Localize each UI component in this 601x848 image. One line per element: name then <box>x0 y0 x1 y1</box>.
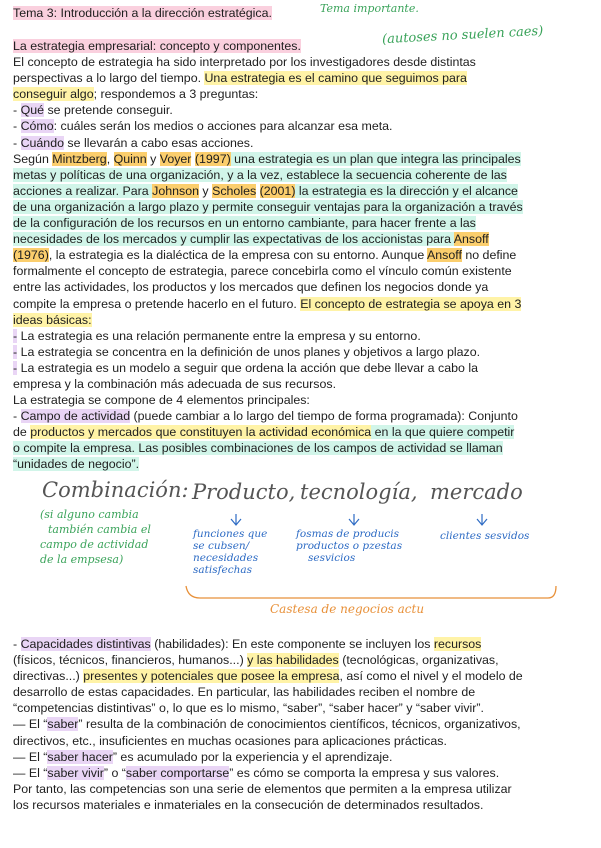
text-line: Por tanto, las competencias son una serie de elementos que permiten a la empresa utilizar <box>13 781 512 796</box>
body-block-1: La estrategia empresarial: concepto y componentes. El concepto de estrategia ha sido interpretado por los investigadores desde distintas perspectivas a lo largo del tiempo. Una estrategia es el camino que seguimos para conseguir algo; respondemos a 3 preguntas: - Qué se pretende conseguir. - Cómo: cuáles serán los medios o acciones para alcanzar esa meta. - Cuándo se llevarán a cabo esas acciones. Según Mintzberg, Quinn y Voyer (1997) una estrategia es un plan que integra las principales metas y políticas de una organización, y a la vez, establece la secuencia coherente de las acciones a realizar. Para Johnson y Scholes (2001) la estrategia es la dirección y el alcance de una organización a largo plazo y permite conseguir ventajas para la organización a través de la configuración de los recursos en un entorno cambiante, para hacer frente a las necesidades de los mercados y cumplir las expectativas de los accionistas para Ansoff (1976), la estrategia es la dialéctica de la empresa con su entorno. Aunque Ansoff no define formalmente el concepto de estrategia, parece concebirla como el vínculo común existente entre las actividades, los productos y los mercados que definen los negocios donde ya compite la empresa o pretende hacerlo en el futuro. El concepto de estrategia se apoya en 3 ideas básicas: - La estrategia es una relación permanente entre la empresa y su entorno. - La estrategia se concentra en la definición de unos planes y objetivos a largo plazo. - La estrategia es un modelo a seguir que ordena la acción que debe llevar a cabo la empresa y la combinación más adecuada de sus recursos. La estrategia se compone de 4 elementos principales: - Campo de actividad (puede cambiar a lo largo del tiempo de forma programada): Conjunto de productos y mercados que constituyen la actividad económica en la que quiere competir o compite la empresa. Las posibles combinaciones de los campos de actividad se llaman “unidades de negocio”. <box>13 38 593 473</box>
text-line: los recursos materiales e inmateriales en la consecución de determinados resultados. <box>13 797 484 812</box>
text-line: metas y políticas de una organización, y a la vez, establece la secuencia coherente de las <box>13 167 507 182</box>
author-quinn: Quinn <box>113 151 147 166</box>
author-johnson: Johnson <box>152 183 199 198</box>
text-line: “competencias distintivas” o, lo que es lo mismo, “saber”, “saber hacer” y “saber vivir”. <box>13 701 485 716</box>
keyword-capacidades: Capacidades distintivas <box>20 637 151 651</box>
author-mintzberg: Mintzberg <box>52 151 107 166</box>
note-technology-detail: fosmas de producis productos o pzestas sesvicios <box>296 528 403 564</box>
keyword-saber-vivir: saber vivir <box>47 765 104 780</box>
brace-curve <box>186 586 556 598</box>
bullet-mark: - <box>13 360 18 375</box>
text-line: entre las actividades, los productos y los mercados que definen los negocios donde ya <box>13 280 489 295</box>
keyword-como: Cómo <box>20 119 54 134</box>
note-technology: tecnología, <box>300 480 418 504</box>
author-ansoff: Ansoff <box>426 248 462 263</box>
author-voyer: Voyer <box>159 151 192 166</box>
highlight: conseguir algo <box>13 87 94 102</box>
keyword-recursos: recursos <box>433 637 482 651</box>
note-exam: (autoses no suelen caes) <box>381 23 544 48</box>
keyword-que: Qué <box>20 103 44 118</box>
arrow-product <box>231 514 241 525</box>
highlight: El concepto de estrategia se apoya en 3 <box>300 296 522 311</box>
body-block-2: - Capacidades distintivas (habilidades): En este componente se incluyen los recursos (físicos, técnicos, financieros, humanos...) y las habilidades (tecnológicas, organizativas, directivas...) presentes y potenciales que posee la empresa, así como el nivel y el modelo de desarrollo de estas capacidades. En particular, las habilidades reciben el nombre de “competencias distintivas” o, lo que es lo mismo, “saber”, “saber hacer” y “saber vivir”. — El “saber” resulta de la combinación de conocimientos científicos, técnicos, organizativos, directivos, etc., insuficientes en muchas ocasiones para aplicaciones prácticas. — El “saber hacer” es acumulado por la experiencia y el aprendizaje. — El “saber vivir” o “saber comportarse” es cómo se comporta la empresa y sus valores. Por tanto, las competencias son una serie de elementos que permiten a la empresa utilizar los recursos materiales e inmateriales en la consecución de determinados resultados. <box>13 636 593 813</box>
note-combination: Combinación: <box>42 478 189 502</box>
arrow-market <box>477 514 487 525</box>
bullet-mark: - <box>13 344 18 359</box>
text-line: de la configuración de los recursos en un entorno cambiante, para hacer frente a las <box>13 216 476 231</box>
text-line: de una organización a largo plazo y permite conseguir ventajas para la organización a través <box>13 199 523 214</box>
text-line: La estrategia se compone de 4 elementos principales: <box>13 393 310 408</box>
bullet-mark: - <box>13 328 18 343</box>
highlight: Una estrategia es el camino que seguimos para <box>204 71 467 86</box>
note-product: Producto, <box>192 480 296 504</box>
keyword-saber-comportarse: saber comportarse <box>125 765 230 780</box>
highlight: presentes y potenciales que posee la empresa <box>83 669 340 684</box>
note-market: mercado <box>430 480 523 504</box>
section-heading: La estrategia empresarial: concepto y componentes. <box>13 39 301 53</box>
keyword-saber: saber <box>47 717 79 732</box>
year-1976: (1976) <box>13 248 49 263</box>
page-title: Tema 3: Introducción a la dirección estratégica. <box>13 6 272 20</box>
note-side-explanation: (si alguno cambia también cambia el campo de actividad de la empsesa) <box>40 508 151 566</box>
author-ansoff: Ansoff <box>453 232 489 247</box>
text-line: o compite la empresa. Las posibles combinaciones de los campos de actividad se llaman <box>13 441 503 456</box>
author-scholes: Scholes <box>212 183 257 198</box>
note-market-detail: clientes sesvidos <box>440 530 530 542</box>
year-2001: (2001) <box>259 183 296 198</box>
keyword-campo: Campo de actividad <box>20 409 131 424</box>
text-line: formalmente el concepto de estrategia, parece concebirla como el vínculo común existente <box>13 264 512 279</box>
note-important: Tema importante. <box>320 2 419 15</box>
year-1997: (1997) <box>194 151 231 166</box>
text-line: desarrollo de estas capacidades. En particular, las habilidades reciben el nombre de <box>13 685 476 700</box>
keyword-saber-hacer: saber hacer <box>47 749 113 764</box>
text-line: directivos, etc., insuficientes en muchas ocasiones para aplicaciones prácticas. <box>13 733 447 748</box>
note-portfolio: Castesa de negocios actu <box>270 602 425 616</box>
keyword-habilidades: y las habilidades <box>247 653 339 668</box>
arrow-technology <box>349 514 359 525</box>
highlight: productos y mercados que constituyen la actividad económica <box>30 425 372 440</box>
text-line: empresa y la combinación más adecuada de sus recursos. <box>13 376 337 391</box>
keyword-cuando: Cuándo <box>20 135 64 150</box>
text-line: El concepto de estrategia ha sido interpretado por los investigadores desde distintas <box>13 55 476 70</box>
text-line: “unidades de negocio”. <box>13 457 140 472</box>
highlight: ideas básicas: <box>13 312 92 327</box>
note-product-detail: funciones que se cubsen/ necesidades satisfechas <box>193 528 268 576</box>
